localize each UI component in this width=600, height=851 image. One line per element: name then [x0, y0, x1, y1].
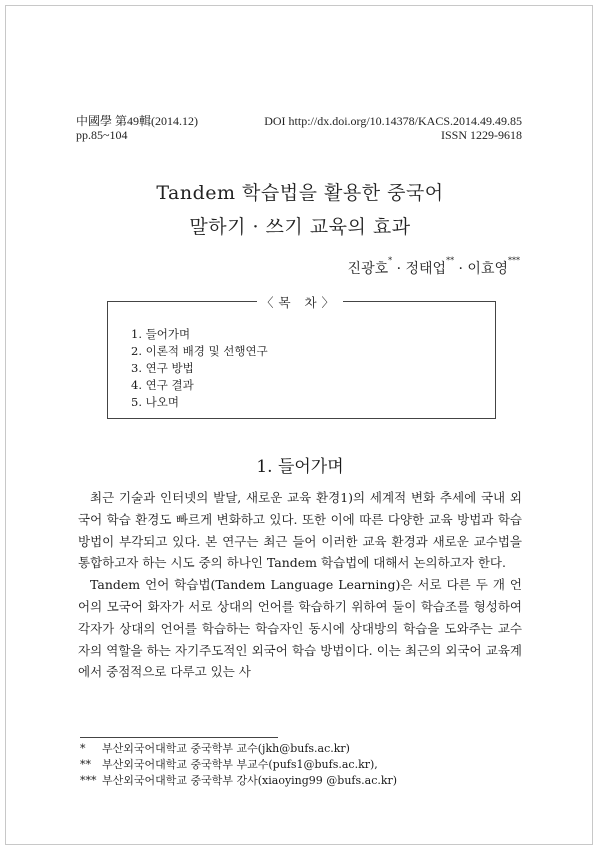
journal-info: [76, 114, 198, 142]
issn: ISSN 1229-9618: [440, 128, 522, 142]
author-list: [348, 258, 520, 278]
journal-volume: 中國學 第49輯(2014.12): [76, 114, 198, 128]
footnote-mark: **: [80, 758, 91, 771]
body-text: [78, 487, 522, 683]
doi-info: [264, 114, 522, 142]
footnote-mark: ***: [80, 774, 97, 787]
toc-heading-text: 〈목 차〉: [257, 295, 343, 310]
footnote-divider: [80, 737, 278, 738]
footnote: [80, 757, 397, 773]
doi-link[interactable]: DOI http://dx.doi.org/10.14378/KACS.2014.49.49.85: [264, 114, 522, 128]
toc-item: 4. 연구 결과: [131, 378, 194, 392]
journal-pages: pp.85~104: [76, 128, 128, 142]
footnote-mark: *: [80, 742, 86, 755]
toc-item: 3. 연구 방법: [131, 361, 194, 375]
footnote-text: 부산외국어대학교 중국학부 강사(xiaoying99 @bufs.ac.kr): [102, 774, 398, 787]
author-name: 진광호: [347, 261, 389, 277]
paragraph: 최근 기술과 인터넷의 발달, 새로운 교육 환경1)의 세계적 변화 추세에 국내 외국어 학습 환경도 빠르게 변화하고 있다. 또한 이에 따른 다양한 교육 방법과 학습 방법이 부각되고 있다. 본 연구는 최근 들어 이러한 교육 환경과 새로운 교수법을 통합하고자 하는 시도 중의 하나인 Tandem 학습법에 대해서 논의하고자 한다.: [78, 490, 522, 571]
author-mark: **: [446, 256, 455, 265]
footnote: [80, 773, 397, 789]
toc-item: 5. 나오며: [131, 395, 179, 409]
author-mark: *: [388, 256, 393, 265]
paragraph: Tandem 언어 학습법(Tandem Language Learning)은 서로 다른 두 개 언어의 모국어 화자가 서로 상대의 언어를 학습하기 위하여 둘이 학습조를 형성하여 각자가 상대의 언어를 학습하는 학습자인 동시에 상대방의 학습을 도와주는 교수자의 역할을 하는 자기주도적인 외국어 학습 방법이다. 이는 최근의 외국어 교육계에서 중점적으로 다루고 있는 사: [78, 577, 522, 680]
toc-heading: [0, 293, 600, 311]
toc-list: [131, 326, 268, 411]
author-name: 이효영: [467, 261, 508, 277]
paper-title-line1: Tandem 학습법을 활용한 중국어: [156, 182, 444, 204]
toc-item: 1. 들어가며: [131, 327, 191, 341]
footnote-text: 부산외국어대학교 중국학부 부교수(pufs1@bufs.ac.kr),: [102, 758, 378, 771]
footnotes: [80, 741, 397, 789]
paper-title-line2: 말하기 · 쓰기 교육의 효과: [189, 216, 411, 238]
footnote: [80, 741, 397, 757]
footnote-text: 부산외국어대학교 중국학부 교수(jkh@bufs.ac.kr): [102, 742, 350, 755]
author-separator: ·: [392, 261, 406, 277]
author-name: 정태업: [405, 261, 447, 277]
author-separator: ·: [454, 261, 468, 277]
section-heading: 1. 들어가며: [256, 457, 344, 477]
author-mark: ***: [508, 256, 520, 265]
toc-item: 2. 이론적 배경 및 선행연구: [131, 344, 268, 358]
